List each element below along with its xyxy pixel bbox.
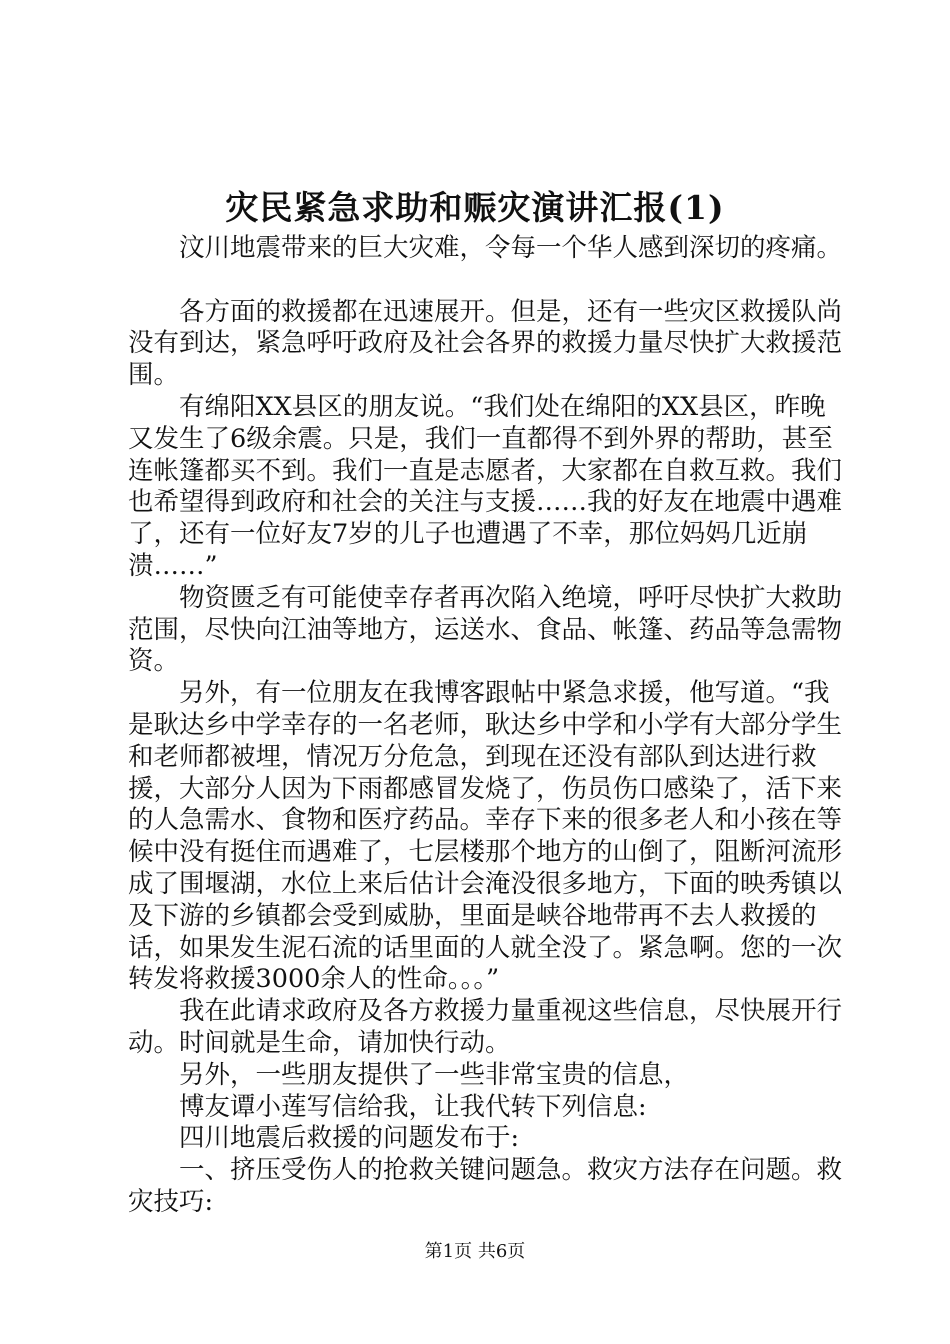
paragraph-4: 物资匮乏有可能使幸存者再次陷入绝境，呼吁尽快扩大救助范围，尽快向江油等地方，运送水、食品、帐篷、药品等急需物资。: [128, 582, 843, 677]
paragraph-7: 另外，一些朋友提供了一些非常宝贵的信息，: [179, 1059, 690, 1090]
paragraph-8: 博友谭小莲写信给我，让我代转下列信息:: [179, 1091, 647, 1122]
document-body: [128, 233, 848, 1219]
paragraph-5: 另外，有一位朋友在我博客跟帖中紧急求援，他写道。“我是耿达乡中学幸存的一名老师，耿达乡中学和小学有大部分学生和老师都被埋，情况万分危急，到现在还没有部队到达进行救援，大部分人因为下雨都感冒发烧了，伤员伤口感染了，活下来的人急需水、食物和医疗药品。幸存下来的很多老人和小孩在等候中没有挺住而遇难了，七层楼那个地方的山倒了，阻断河流形成了围堰湖，水位上来后估计会淹没很多地方，下面的映秀镇以及下游的乡镇都会受到威胁，里面是峡谷地带再不去人救援的话，如果发生泥石流的话里面的人就全没了。紧急啊。您的一次转发将救援3000余人的性命。。。”: [128, 678, 843, 995]
paragraph-2: 各方面的救援都在迅速展开。但是，还有一些灾区救援队尚没有到达，紧急呼吁政府及社会各界的救援力量尽快扩大救援范围。: [128, 296, 843, 391]
document-title: 灾民紧急求助和赈灾演讲汇报(1): [225, 188, 725, 227]
paragraph-3: 有绵阳XX县区的朋友说。“我们处在绵阳的XX县区，昨晚又发生了6级余震。只是，我们一直都得不到外界的帮助，甚至连帐篷都买不到。我们一直是志愿者，大家都在自救互救。我们也希望得到政府和社会的关注与支援……我的好友在地震中遇难了，还有一位好友7岁的儿子也遭遇了不幸，那位妈妈几近崩溃……”: [128, 391, 843, 581]
paragraph-10: 一、挤压受伤人的抢救关键问题急。救灾方法存在问题。救灾技巧:: [128, 1155, 843, 1217]
paragraph-1: 汶川地震带来的巨大灾难，令每一个华人感到深切的疼痛。: [179, 233, 843, 263]
paragraph-6: 我在此请求政府及各方救援力量重视这些信息，尽快展开行动。时间就是生命，请加快行动。: [128, 996, 843, 1058]
page-footer: 第1页 共6页: [424, 1241, 526, 1262]
paragraph-9: 四川地震后救援的问题发布于:: [179, 1123, 520, 1154]
